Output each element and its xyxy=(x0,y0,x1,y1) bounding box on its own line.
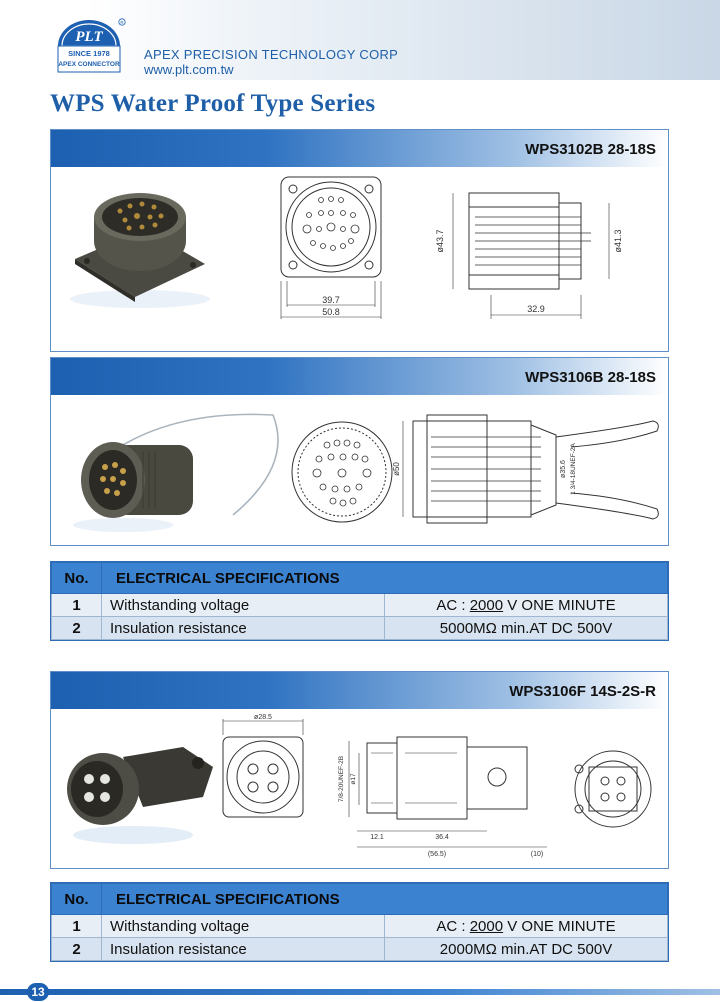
front-view-drawing xyxy=(211,711,331,861)
model-title: WPS3106F 14S-2S-R xyxy=(509,683,656,700)
col-title-header: ELECTRICAL SPECIFICATIONS xyxy=(102,563,668,594)
product-panel-wps3102b xyxy=(50,129,669,352)
col-title-header: ELECTRICAL SPECIFICATIONS xyxy=(102,884,668,915)
svg-text:(10): (10) xyxy=(530,851,544,858)
svg-text:R: R xyxy=(120,20,124,25)
svg-text:ø41.3: ø41.3 xyxy=(613,229,623,253)
front-view-drawing xyxy=(287,417,397,527)
row-no: 1 xyxy=(52,915,102,938)
rear-view-drawing xyxy=(569,739,659,839)
website-link[interactable]: www.plt.com.tw xyxy=(144,62,234,77)
row-param: Insulation resistance xyxy=(102,938,385,961)
model-title: WPS3102B 28-18S xyxy=(525,141,656,158)
svg-text:7/8-20UNEF-2B: 7/8-20UNEF-2B xyxy=(338,755,345,803)
row-no: 2 xyxy=(52,617,102,640)
svg-text:39.7: 39.7 xyxy=(322,295,340,305)
svg-text:PLT: PLT xyxy=(75,29,103,45)
svg-text:ø17: ø17 xyxy=(350,773,357,785)
col-no-header: No. xyxy=(52,563,102,594)
row-value: AC : 2000 V ONE MINUTE xyxy=(385,594,668,617)
row-param: Withstanding voltage xyxy=(102,915,385,938)
svg-text:32.9: 32.9 xyxy=(527,304,545,314)
spec-table-2 xyxy=(50,882,669,962)
product-panel-wps3106f xyxy=(50,671,669,869)
table-row xyxy=(52,617,668,640)
page-title: WPS Water Proof Type Series xyxy=(50,90,376,117)
row-value: 5000MΩ min.AT DC 500V xyxy=(385,617,668,640)
svg-text:1 3/4-18UNEF-2A: 1 3/4-18UNEF-2A xyxy=(570,443,577,495)
company-name: APEX PRECISION TECHNOLOGY CORP xyxy=(144,47,399,62)
table-row xyxy=(52,594,668,617)
row-param: Withstanding voltage xyxy=(102,594,385,617)
svg-text:ø35.6: ø35.6 xyxy=(560,460,567,478)
side-view-drawing xyxy=(431,177,631,347)
svg-text:SINCE 1978: SINCE 1978 xyxy=(68,49,110,58)
connector-photo xyxy=(63,727,223,847)
svg-text:ø28.5: ø28.5 xyxy=(254,714,272,721)
model-title: WPS3106B 28-18S xyxy=(525,369,656,386)
connector-photo xyxy=(65,189,215,309)
page-number: 13 xyxy=(27,983,49,1001)
svg-text:ø43.7: ø43.7 xyxy=(435,229,445,253)
svg-text:ø50: ø50 xyxy=(392,462,401,476)
row-no: 1 xyxy=(52,594,102,617)
svg-text:(56.5): (56.5) xyxy=(427,851,447,858)
row-value: AC : 2000 V ONE MINUTE xyxy=(385,915,668,938)
side-view-drawing xyxy=(327,713,547,863)
footer-bar xyxy=(0,989,720,995)
svg-text:36.4: 36.4 xyxy=(435,834,449,841)
panel-header xyxy=(51,358,668,395)
panel-header xyxy=(51,672,668,709)
row-value: 2000MΩ min.AT DC 500V xyxy=(385,938,668,961)
svg-text:APEX CONNECTOR: APEX CONNECTOR xyxy=(58,61,120,68)
svg-text:50.8: 50.8 xyxy=(322,307,340,317)
page-header xyxy=(0,0,720,80)
table-row xyxy=(52,938,668,961)
connector-photo xyxy=(63,405,283,535)
front-view-drawing xyxy=(269,169,419,349)
panel-header xyxy=(51,130,668,167)
product-panel-wps3106b xyxy=(50,357,669,546)
row-no: 2 xyxy=(52,938,102,961)
plt-logo xyxy=(52,16,126,74)
col-no-header: No. xyxy=(52,884,102,915)
row-param: Insulation resistance xyxy=(102,617,385,640)
side-view-drawing xyxy=(391,407,661,535)
spec-table-1 xyxy=(50,561,669,641)
table-row xyxy=(52,915,668,938)
svg-text:12.1: 12.1 xyxy=(370,834,384,841)
